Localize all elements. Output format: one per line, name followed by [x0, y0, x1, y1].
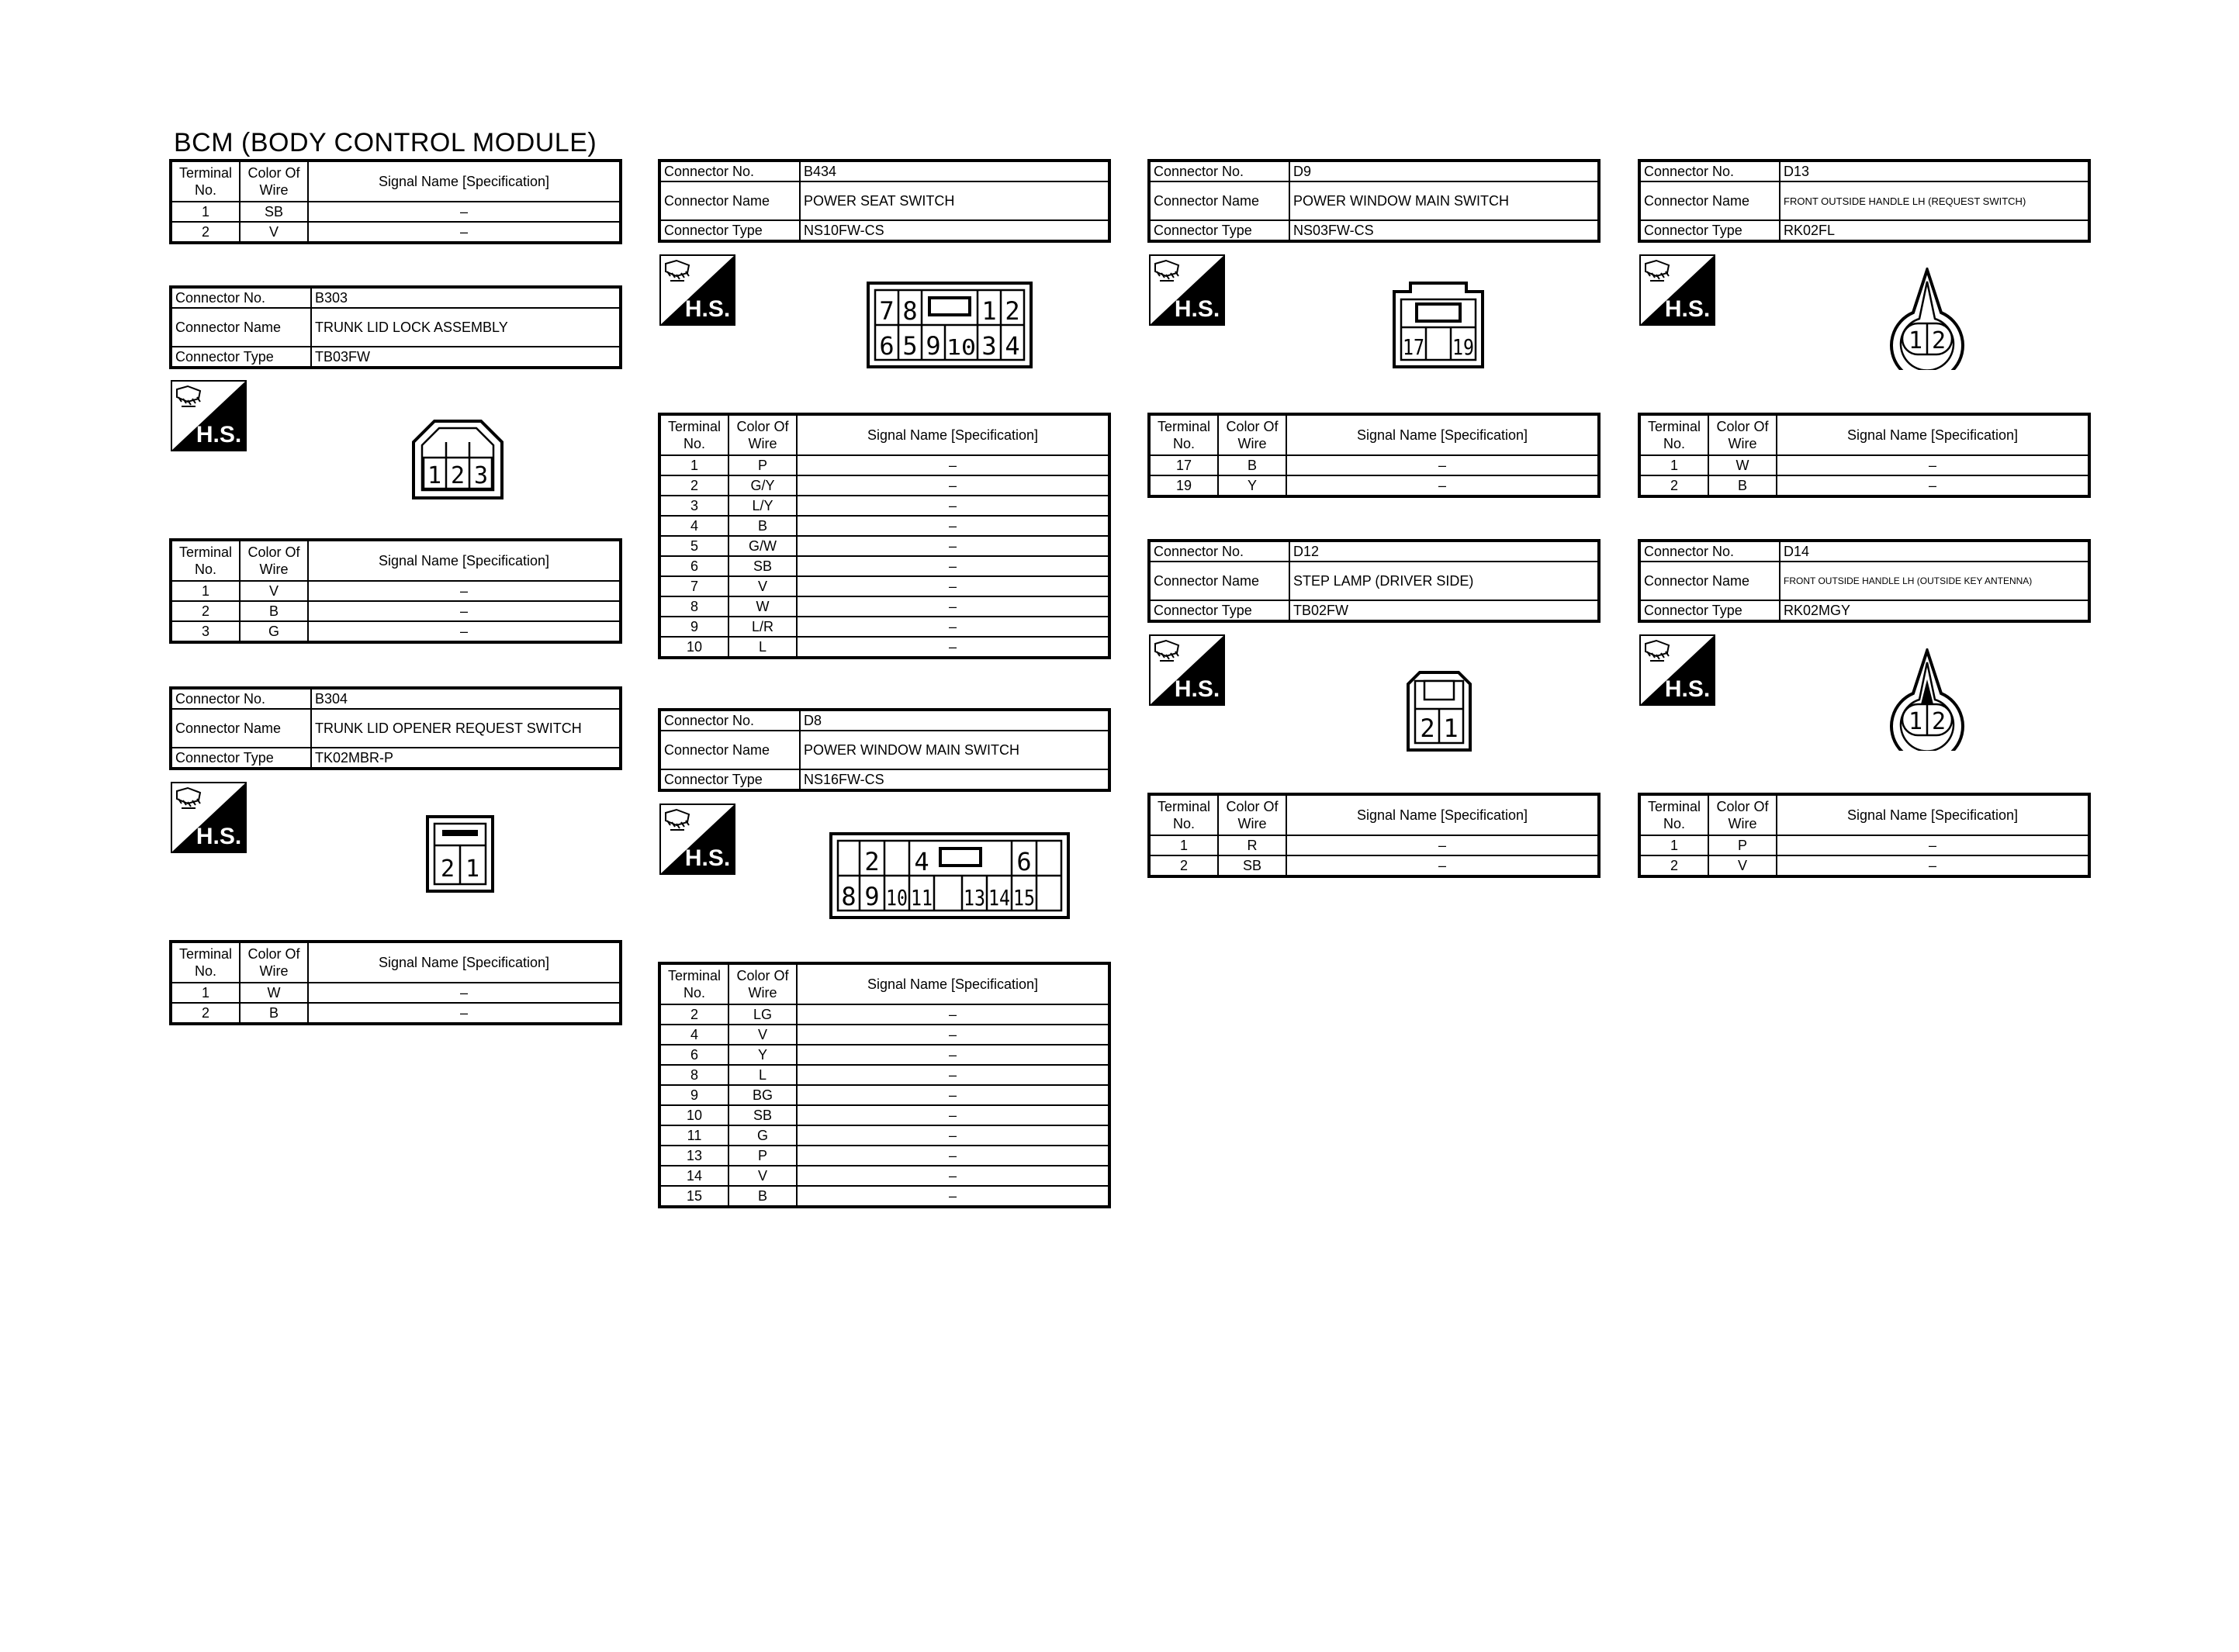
bcm-terminal-block: [169, 159, 622, 244]
svg-text:9: 9: [864, 882, 880, 911]
connector-d14: [1638, 539, 2091, 623]
table-row: 2 G/Y –: [659, 475, 1109, 496]
svg-text:10: 10: [886, 885, 908, 911]
table-row: 6 Y –: [659, 1045, 1109, 1065]
terminal-block-d13: [1638, 413, 2091, 498]
connector-info-table: Connector No. D8 Connector Name POWER WINDOW MAIN SWITCH Connector Type NS16FW-CS: [658, 708, 1111, 792]
svg-text:2: 2: [864, 847, 880, 876]
table-row: 3 L/Y –: [659, 496, 1109, 516]
connector-d9: [1147, 159, 1601, 243]
svg-text:19: 19: [1452, 334, 1474, 360]
svg-text:8: 8: [841, 882, 856, 911]
svg-text:4: 4: [1005, 331, 1020, 361]
table-row: 2 V –: [171, 222, 621, 243]
svg-text:8: 8: [902, 296, 918, 326]
table-row: 15 B –: [659, 1186, 1109, 1207]
harness-side-icon: [1639, 254, 1715, 326]
harness-side-icon: [1149, 254, 1225, 326]
connector-info-table: Connector No. D13 Connector Name FRONT OUTSIDE HANDLE LH (REQUEST SWITCH) Connector Type RK02FL: [1638, 159, 2091, 243]
table-row: 13 P –: [659, 1146, 1109, 1166]
table-row: 7 V –: [659, 576, 1109, 596]
connector-d12: [1147, 539, 1601, 623]
svg-text:15: 15: [1013, 885, 1035, 911]
svg-text:14: 14: [988, 885, 1010, 911]
harness-side-icon: [1149, 634, 1225, 706]
table-row: 10 SB –: [659, 1105, 1109, 1125]
svg-text:2: 2: [1931, 708, 1947, 735]
terminal-table: Terminal No. Color Of Wire Signal Name [Specification] 2 LG – 4 V – 6 Y – 8 L – 9 BG – 10 SB – 11 G – 13 P – 14 V – 15 B –: [658, 962, 1111, 1208]
svg-text:11: 11: [911, 885, 933, 911]
svg-text:1: 1: [1908, 708, 1923, 735]
svg-text:1: 1: [465, 855, 480, 883]
svg-text:1: 1: [1908, 327, 1923, 354]
terminal-table: Terminal No. Color Of Wire Signal Name [Specification] 17 B – 19 Y –: [1147, 413, 1601, 498]
terminal-table: Terminal No. Color Of Wire Signal Name [Specification] 1 SB – 2 V –: [169, 159, 622, 244]
svg-text:1: 1: [427, 462, 442, 489]
harness-side-icon: [659, 804, 735, 875]
harness-side-icon: [1639, 634, 1715, 706]
table-row: 1 W –: [1639, 455, 2089, 475]
table-row: 19 Y –: [1149, 475, 1599, 496]
connector-face-b304: [425, 814, 495, 893]
connector-info-table: Connector No. D14 Connector Name FRONT OUTSIDE HANDLE LH (OUTSIDE KEY ANTENNA) Connector Type RK02MGY: [1638, 539, 2091, 623]
table-row: 1 V –: [171, 581, 621, 601]
svg-text:10: 10: [946, 334, 976, 360]
table-row: 4 B –: [659, 516, 1109, 536]
connector-face-b303: [411, 419, 504, 500]
connector-info-table: Connector No. B304 Connector Name TRUNK LID OPENER REQUEST SWITCH Connector Type TK02MBR-P: [169, 686, 622, 770]
table-row: 2 SB –: [1149, 855, 1599, 876]
connector-d8: [658, 708, 1111, 792]
connector-face-d13: [1887, 268, 1967, 370]
connector-info-table: Connector No. B303 Connector Name TRUNK LID LOCK ASSEMBLY Connector Type TB03FW: [169, 285, 622, 369]
table-row: 2 B –: [171, 601, 621, 621]
terminal-block-d12: [1147, 793, 1601, 878]
svg-text:2: 2: [1420, 714, 1435, 743]
svg-text:2: 2: [1931, 327, 1947, 354]
terminal-block-d9: [1147, 413, 1601, 498]
harness-side-icon: [659, 254, 735, 326]
svg-text:4: 4: [914, 847, 929, 876]
table-row: 1 W –: [171, 983, 621, 1003]
terminal-table: Terminal No. Color Of Wire Signal Name [Specification] 1 P – 2 V –: [1638, 793, 2091, 878]
svg-text:2: 2: [440, 855, 455, 883]
table-row: 4 V –: [659, 1025, 1109, 1045]
svg-text:7: 7: [879, 296, 895, 326]
table-row: 14 V –: [659, 1166, 1109, 1186]
table-row: 10 L –: [659, 637, 1109, 658]
terminal-block-d8: [658, 962, 1111, 1208]
connector-face-d8: [829, 831, 1071, 920]
table-row: 2 B –: [171, 1003, 621, 1024]
svg-text:6: 6: [879, 331, 895, 361]
svg-text:17: 17: [1403, 334, 1424, 360]
terminal-block-b304: [169, 940, 622, 1025]
table-row: 2 LG –: [659, 1004, 1109, 1025]
connector-d13: [1638, 159, 2091, 243]
connector-b303: [169, 285, 622, 369]
svg-text:5: 5: [902, 331, 918, 361]
table-row: 11 G –: [659, 1125, 1109, 1146]
harness-side-icon: [171, 782, 247, 853]
table-row: 1 R –: [1149, 835, 1599, 855]
svg-text:2: 2: [1005, 296, 1020, 326]
table-row: 6 SB –: [659, 556, 1109, 576]
svg-text:13: 13: [964, 885, 985, 911]
svg-text:9: 9: [926, 331, 941, 361]
connector-info-table: Connector No. D12 Connector Name STEP LAMP (DRIVER SIDE) Connector Type TB02FW: [1147, 539, 1601, 623]
page-title: BCM (BODY CONTROL MODULE): [174, 128, 597, 157]
terminal-table: Terminal No. Color Of Wire Signal Name [Specification] 1 V – 2 B – 3 G –: [169, 538, 622, 644]
table-row: 1 P –: [659, 455, 1109, 475]
table-row: 1 P –: [1639, 835, 2089, 855]
table-row: 5 G/W –: [659, 536, 1109, 556]
table-row: 9 BG –: [659, 1085, 1109, 1105]
harness-side-icon: [171, 380, 247, 451]
terminal-table: Terminal No. Color Of Wire Signal Name [Specification] 1 W – 2 B –: [169, 940, 622, 1025]
connector-face-d12: [1406, 670, 1472, 752]
table-row: 2 V –: [1639, 855, 2089, 876]
connector-face-d14: [1887, 648, 1967, 751]
table-row: 17 B –: [1149, 455, 1599, 475]
table-row: 8 W –: [659, 596, 1109, 617]
svg-text:2: 2: [450, 462, 465, 489]
terminal-block-b303: [169, 538, 622, 644]
table-row: 9 L/R –: [659, 617, 1109, 637]
table-row: 3 G –: [171, 621, 621, 642]
svg-text:1: 1: [1443, 714, 1459, 743]
terminal-block-b434: [658, 413, 1111, 659]
connector-info-table: Connector No. B434 Connector Name POWER SEAT SWITCH Connector Type NS10FW-CS: [658, 159, 1111, 243]
terminal-block-d14: [1638, 793, 2091, 878]
connector-b434: [658, 159, 1111, 243]
connector-face-d9: [1392, 281, 1485, 369]
svg-text:1: 1: [981, 296, 997, 326]
terminal-table: Terminal No. Color Of Wire Signal Name [Specification] 1 R – 2 SB –: [1147, 793, 1601, 878]
svg-text:6: 6: [1016, 847, 1032, 876]
table-row: 2 B –: [1639, 475, 2089, 496]
connector-info-table: Connector No. D9 Connector Name POWER WINDOW MAIN SWITCH Connector Type NS03FW-CS: [1147, 159, 1601, 243]
connector-b304: [169, 686, 622, 770]
svg-text:3: 3: [473, 462, 489, 489]
table-row: 8 L –: [659, 1065, 1109, 1085]
terminal-table: Terminal No. Color Of Wire Signal Name [Specification] 1 P – 2 G/Y – 3 L/Y – 4 B – 5 G/W – 6 SB – 7 V – 8 W – 9 L/R – 10 L –: [658, 413, 1111, 659]
table-row: 1 SB –: [171, 202, 621, 222]
terminal-table: Terminal No. Color Of Wire Signal Name [Specification] 1 W – 2 B –: [1638, 413, 2091, 498]
connector-face-b434: [866, 281, 1033, 369]
svg-text:3: 3: [981, 331, 997, 361]
